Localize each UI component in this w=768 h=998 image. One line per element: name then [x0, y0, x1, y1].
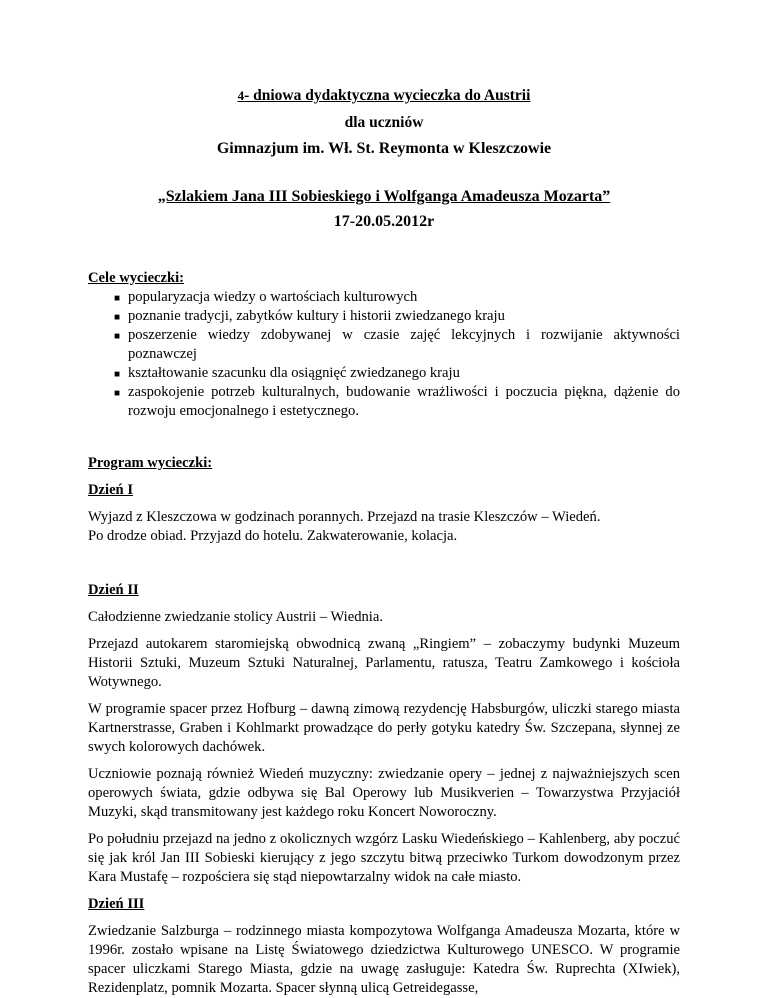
list-item: ■ poznanie tradycji, zabytków kultury i historii zwiedzanego kraju: [88, 307, 680, 326]
square-bullet-icon: ■: [114, 293, 121, 304]
list-item: ■ popularyzacja wiedzy o wartościach kulturowych: [88, 288, 680, 307]
day2-paragraph: Uczniowie poznają również Wiedeń muzyczny: zwiedzanie opery – jednej z najważniejszych scen operowych świata, gdzie odbywa się Bal Operowy lub Musikverien – Towarzystwa Przyjaciół Muzyki, skąd transmitowany jest każdego roku Koncert Noworoczny.: [88, 766, 680, 820]
program-heading: Program wycieczki:: [88, 455, 213, 471]
square-bullet-icon: ■: [114, 331, 121, 342]
square-bullet-icon: ■: [114, 312, 121, 323]
trip-motto: „Szlakiem Jana III Sobieskiego i Wolfganga Amadeusza Mozarta”: [157, 188, 611, 205]
trip-title-text: - dniowa dydaktyczna wycieczka do Austrii: [244, 87, 531, 104]
audience-line: dla uczniów: [344, 114, 424, 131]
day1-heading: Dzień I: [88, 482, 133, 498]
list-item: ■ poszerzenie wiedzy zdobywanej w czasie zajęć lekcyjnych i rozwijanie aktywności poznawczej: [114, 327, 680, 362]
day3-paragraph: Zwiedzanie Salzburga – rodzinnego miasta kompozytowa Wolfganga Amadeusza Mozarta, które w 1996r. zostało wpisane na Listę Światowego dziedzictwa Kulturowego UNESCO. W programie spacer uliczkami Starego Miasta, gdzie na uwagę zasługuje: Katedra Św. Ruprechta (XIwiek), Rezidenplatz, pomnik Mozarta. Spacer słynną ulicą Getreidegasse,: [88, 923, 680, 996]
trip-title: [88, 86, 680, 105]
day2-paragraph: Przejazd autokarem staromiejską obwodnicą zwaną „Ringiem” – zobaczymy budynki Muzeum Historii Sztuki, Muzeum Sztuki Naturalnej, Parlamentu, ratusza, Teatru Zamkowego i kościoła Wotywnego.: [88, 636, 680, 690]
day2-paragraph: Po południu przejazd na jedno z okolicznych wzgórz Lasku Wiedeńskiego – Kahlenberg, aby poczuć się jak król Jan III Sobieski kierujący z jego szczytu bitwą przeciwko Turkom dowodzonym przez Kara Mustafę – rozpościera się stąd niepowtarzalny widok na całe miasto.: [88, 831, 680, 885]
day3-heading: Dzień III: [88, 896, 145, 912]
day1-line2: Po drodze obiad. Przyjazd do hotelu. Zakwaterowanie, kolacja.: [88, 528, 458, 544]
day2-paragraph: W programie spacer przez Hofburg – dawną zimową rezydencję Habsburgów, uliczki starego miasta Kartnerstrasse, Graben i Kohlmarkt prowadzące do perły gotyku katedry Św. Szczepana, słynnej ze swych kolorowych dachówek.: [88, 701, 680, 755]
document-page: [88, 82, 680, 998]
square-bullet-icon: ■: [114, 369, 121, 380]
trip-days-number: 4: [237, 88, 245, 103]
day2-heading: Dzień II: [88, 582, 139, 598]
day1-line1: Wyjazd z Kleszczowa w godzinach porannych. Przejazd na trasie Kleszczów – Wiedeń.: [88, 509, 601, 525]
school-name: Gimnazjum im. Wł. St. Reymonta w Kleszczowie: [216, 140, 552, 157]
goals-heading: Cele wycieczki:: [88, 270, 185, 286]
list-item: ■ kształtowanie szacunku dla osiągnięć zwiedzanego kraju: [88, 364, 680, 383]
list-item: ■ zaspokojenie potrzeb kulturalnych, budowanie wrażliwości i poczucia piękna, dążenie do rozwoju emocjonalnego i estetycznego.: [114, 384, 680, 419]
square-bullet-icon: ■: [114, 388, 121, 399]
day2-paragraph: Całodzienne zwiedzanie stolicy Austrii – Wiednia.: [88, 609, 383, 625]
goals-list: [88, 288, 680, 421]
trip-dates: 17-20.05.2012r: [333, 213, 435, 230]
